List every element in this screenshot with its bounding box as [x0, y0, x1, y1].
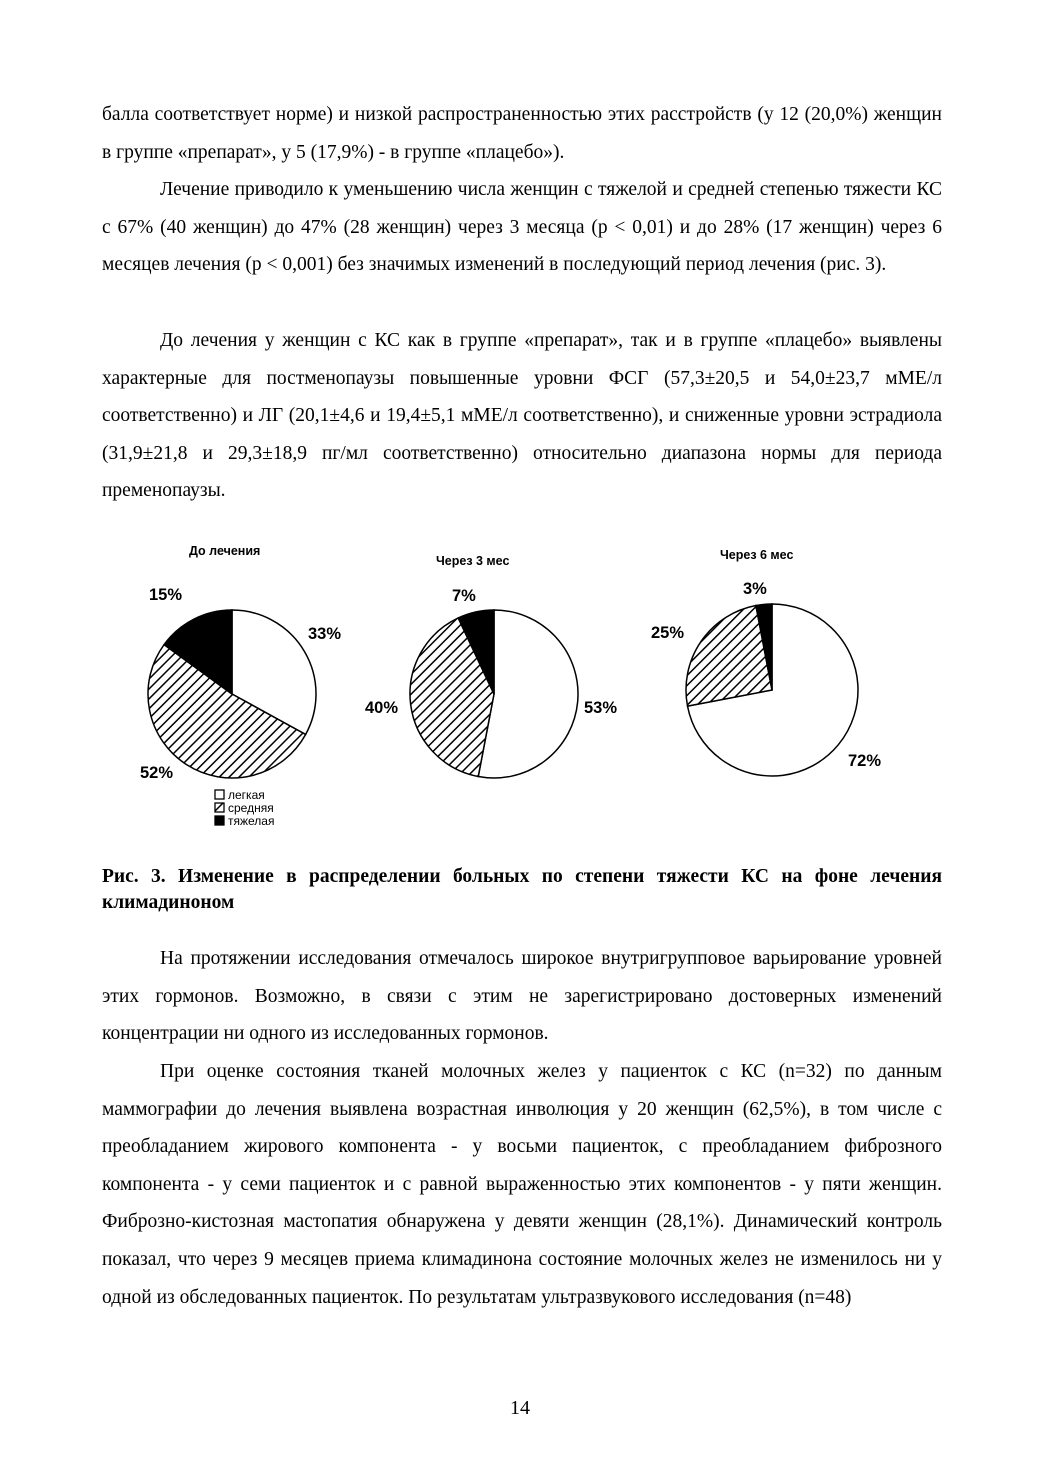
pie-3-label-srednyaya: 25% — [651, 624, 685, 642]
paragraph-3: До лечения у женщин с КС как в группе «препарат», так и в группе «плацебо» выявлены характерные для постменопаузы повышенные уровни ФСГ (57,3±20,5 и 54,0±23,7 мМЕ/л соответственно) и ЛГ (20,1±4,6 и 19,4±5,1 мМЕ/л соответственно), и сниженные уровни эстрадиола (31,9±21,8 и 29,3±18,9 пг/мл соответственно) относительно диапазона нормы для периода пременопаузы. — [102, 330, 942, 502]
pie-3 — [686, 604, 858, 776]
pie-1 — [148, 610, 316, 778]
pie-1-title: До лечения — [189, 544, 261, 558]
pie-1-label-srednyaya: 52% — [140, 764, 174, 782]
pie-2-title: Через 3 мес — [436, 554, 510, 568]
pie-3-title: Через 6 мес — [720, 548, 794, 562]
legend-swatch-srednyaya — [215, 803, 224, 812]
pie-3-label-tyazhelaya: 3% — [743, 580, 767, 598]
pie-1-label-tyazhelaya: 15% — [149, 586, 183, 604]
legend — [215, 788, 274, 828]
page-number: 14 — [510, 1397, 530, 1419]
pie-2-label-srednyaya: 40% — [365, 699, 399, 717]
pie-2 — [410, 610, 578, 778]
figure-caption: Рис. 3. Изменение в распределении больных по степени тяжести КС на фоне лечения климадиноном — [102, 866, 942, 913]
paragraph-1: балла соответствует норме) и низкой распространенностью этих расстройств (у 12 (20,0%) женщин в группе «препарат», у 5 (17,9%) - в группе «плацебо»). — [102, 104, 942, 163]
legend-swatch-tyazhelaya — [215, 816, 224, 825]
legend-label-srednyaya: средняя — [228, 801, 274, 815]
pie-2-label-legkaya: 53% — [584, 699, 618, 717]
paragraph-2: Лечение приводило к уменьшению числа женщин с тяжелой и средней степенью тяжести КС с 67% (40 женщин) до 47% (28 женщин) через 3 месяца (р < 0,01) и до 28% (17 женщин) через 6 месяцев лечения (р < 0,001) без значимых изменений в последующий период лечения (рис. 3). — [102, 179, 942, 276]
legend-label-tyazhelaya: тяжелая — [228, 814, 275, 828]
paragraph-4: На протяжении исследования отмечалось широкое внутригрупповое варьирование уровней этих гормонов. Возможно, в связи с этим не зарегистрировано достоверных изменений концентрации ни одного из исследованных гормонов. — [102, 948, 942, 1045]
pie-1-label-legkaya: 33% — [308, 625, 342, 643]
pie-2-label-tyazhelaya: 7% — [452, 587, 476, 605]
pie-charts-figure — [0, 530, 1040, 840]
legend-swatch-legkaya — [215, 790, 224, 799]
paragraph-5: При оценке состояния тканей молочных желез у пациенток с КС (n=32) по данным маммографии до лечения выявлена возрастная инволюция у 20 женщин (62,5%), в том числе с преобладанием жирового компонента - у восьми пациенток, с преобладанием фиброзного компонента - у семи пациенток и с равной выраженностью этих компонентов - у пяти женщин. Фиброзно-кистозная мастопатия обнаружена у девяти женщин (28,1%). Динамический контроль показал, что через 9 месяцев приема климадинона состояние молочных желез не изменилось ни у одной из обследованных пациенток. По результатам ультразвукового исследования (n=48) — [102, 1061, 942, 1308]
legend-label-legkaya: легкая — [228, 788, 265, 802]
pie-3-label-legkaya: 72% — [848, 752, 882, 770]
